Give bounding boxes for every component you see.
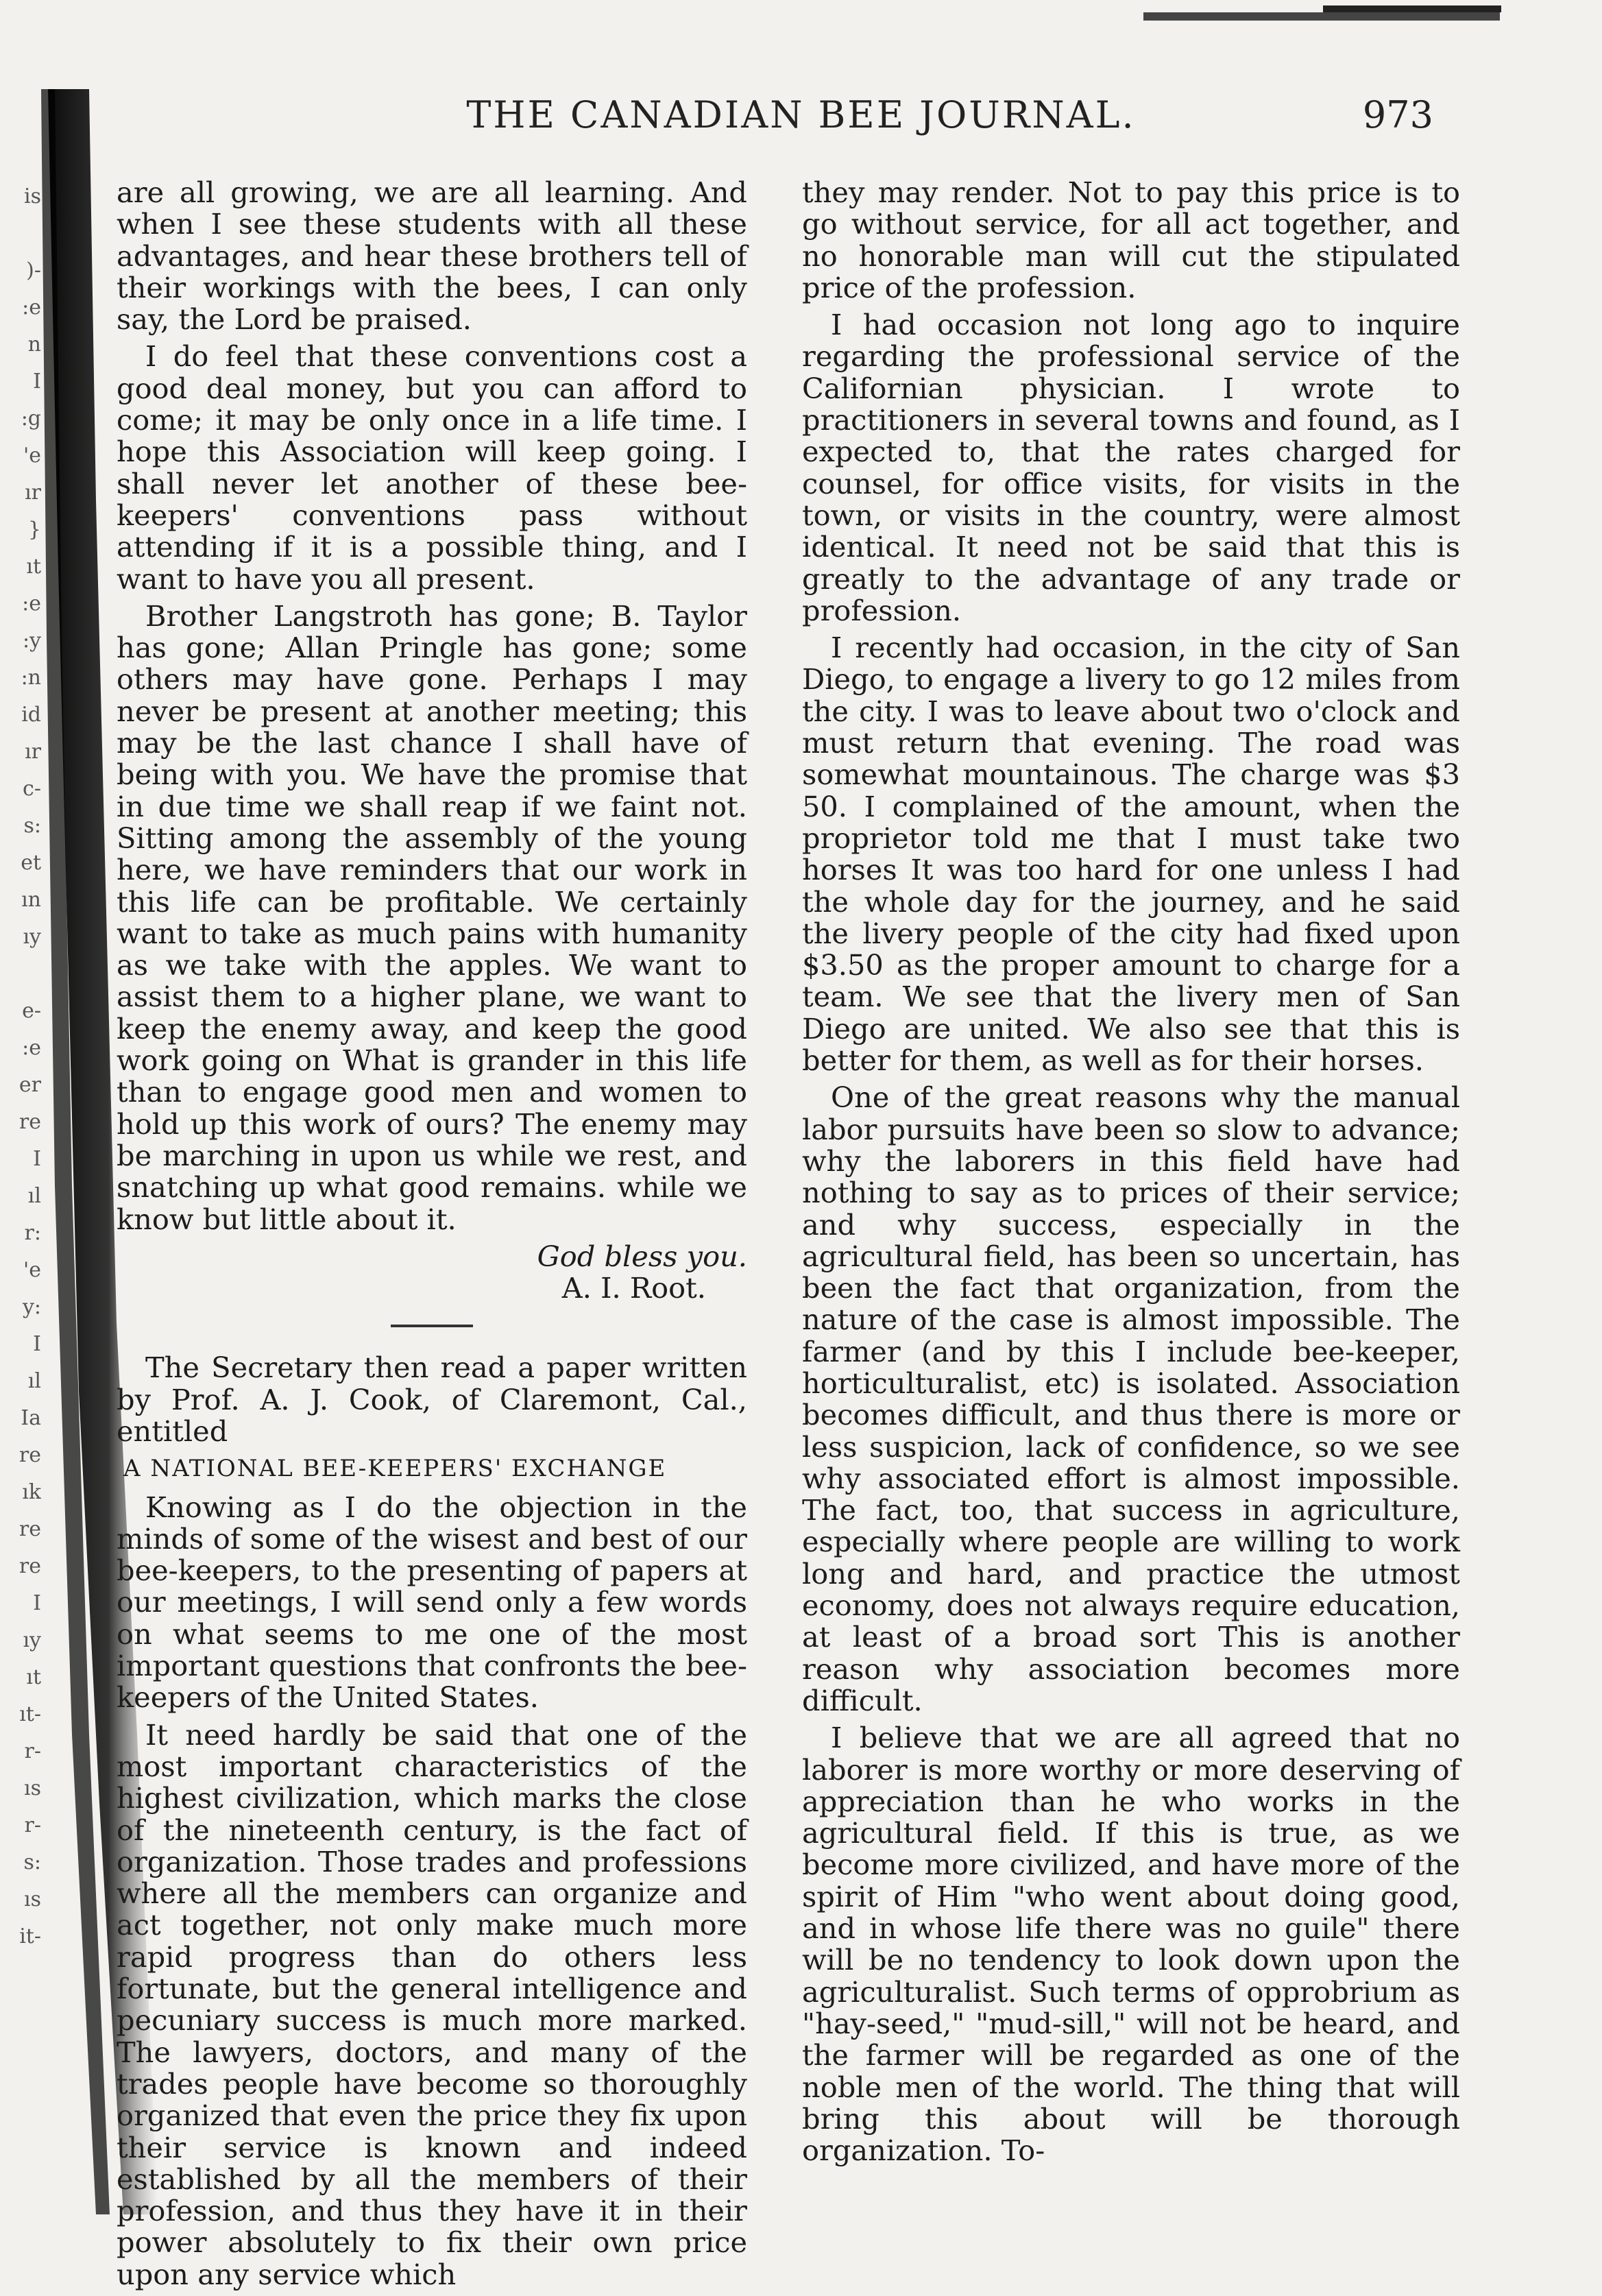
paragraph: I believe that we are all agreed that no laborer is more worthy or more deserving of appreciation than he who works in the agricultural field. If this is true, as we become more civilized, and have more of the spirit of Him "who went about doing good, and in whose life there was no guile" there will be no tendency to look down upon the agriculturalist. Such terms of opprobrium as "hay-seed," "mud-sill," will not be heard, and the farmer will be regarded as one of the noble men of the world. The thing that will bring this about will be thorough organization. To-: [802, 1721, 1460, 2168]
running-title: THE CANADIAN BEE JOURNAL.: [466, 93, 1136, 136]
page-header: [0, 93, 1602, 141]
section-divider: [391, 1325, 473, 1327]
paragraph: Knowing as I do the objection in the minds of some of the wisest and best of our bee-keepers, to the presenting of papers at our meetings, I will send only a few words on what seems to me one of the most important questions that confronts the bee-keepers of the United States.: [117, 1490, 747, 1715]
paragraph: The Secretary then read a paper written by Prof. A. J. Cook, of Claremont, Cal., entitled: [117, 1351, 747, 1448]
paragraph: I had occasion not long ago to inquire regarding the professional service of the Californian physician. I wrote to practitioners in several towns and found, as I expected to, that the rates charged for counsel, for office visits, for visits in the town, or visits in the country, were almost identical. It need not be said that this is greatly to the advantage of any trade or profession.: [802, 308, 1460, 627]
paragraph: It need hardly be said that one of the most important characteristics of the highest civilization, which marks the close of the nineteenth century, is the fact of organization. Those trades and professions where all the members can organize and act together, not only make much more rapid progress than do others less fortunate, but the general intelligence and pecuniary success is much more marked. The lawyers, doctors, and many of the trades people have become so thoroughly organized that even the price they fix upon their service is known and indeed established by all the members of their profession, and thus they have it in their power absolutely to fix their own price upon any service which: [117, 1717, 747, 2291]
author-signature: A. I. Root.: [561, 1271, 706, 1305]
top-edge-rule-thin: [1143, 12, 1500, 21]
paragraph: Brother Langstroth has gone; B. Taylor has gone; Allan Pringle has gone; some others may have gone. Perhaps I may never be present at another meeting; this may be the last chance I shall have of being with you. We have the promise that in due time we shall reap if we faint not. Sitting among the assembly of the young here, we have reminders that our work in this life can be profitable. We certainly want to take as much pains with humanity as we take with the apples. We want to assist them to a higher plane, we want to keep the enemy away, and keep the good work going on What is grander in this life than to engage good men and women to hold up this work of ours? The enemy may be marching in upon us while we rest, and snatching up what good remains. while we know but little about it.: [117, 599, 747, 1236]
right-column: [802, 177, 1460, 2172]
closing-blessing: God bless you.: [537, 1239, 747, 1273]
paragraph: One of the great reasons why the manual labor pursuits have been so slow to advance; why the laborers in this field have had nothing to say as to prices of their service; and why success, especially in the agricultural field, has been so uncertain, has been the fact that organization, from the nature of the case is almost impossible. The farmer (and by this I include bee-keeper, horticulturalist, etc) is isolated. Association becomes difficult, and thus there is more or less suspicion, lack of confidence, so we see why associated effort is almost impossible. The fact, too, that success in agriculture, especially where people are willing to work long and hard, and practice the utmost economy, does not always require education, at least of a broad sort This is another reason why association becomes more difficult.: [802, 1080, 1460, 1717]
article-heading: A NATIONAL BEE-KEEPERS' EXCHANGE: [123, 1455, 667, 1483]
top-edge-rule: [1323, 5, 1501, 12]
left-column: [117, 177, 747, 2296]
paragraph: I do feel that these conventions cost a good deal money, but you can afford to come; it may be only once in a life time. I hope this Association will keep going. I shall never let another of these bee-keepers' conventions pass without attending if it is a possible thing, and I want to have you all present.: [117, 339, 747, 596]
signature-block: [117, 1241, 747, 1305]
facing-page-fragments: is )- :e n I :g 'e ır } ıt :e :y :n id ır c- s: et ın ıy e- :e er re I ıl r: 'e y: I ıl Ia re ık re re I ıy ıt ıt- r- ıs r- s: ıs it-: [19, 184, 41, 1948]
paragraph: they may render. Not to pay this price is to go without service, for all act together, and no honorable man will cut the stipulated price of the profession.: [802, 176, 1460, 304]
paragraph: I recently had occasion, in the city of San Diego, to engage a livery to go 12 miles from the city. I was to leave about two o'clock and must return that evening. The road was somewhat mountainous. The charge was $3 50. I complained of the amount, when the proprietor told me that I must take two horses It was too hard for one unless I had the whole day for the journey, and he said the livery people of the city had fixed upon $3.50 as the proper amount to charge for a team. We see that the livery men of San Diego are united. We also see that this is better for them, as well as for their horses.: [802, 631, 1460, 1078]
page-number: 973: [1362, 93, 1433, 136]
paragraph: are all growing, we are all learning. And when I see these students with all these advantages, and hear these brothers tell of their workings with the bees, I can only say, the Lord be praised.: [117, 176, 747, 337]
